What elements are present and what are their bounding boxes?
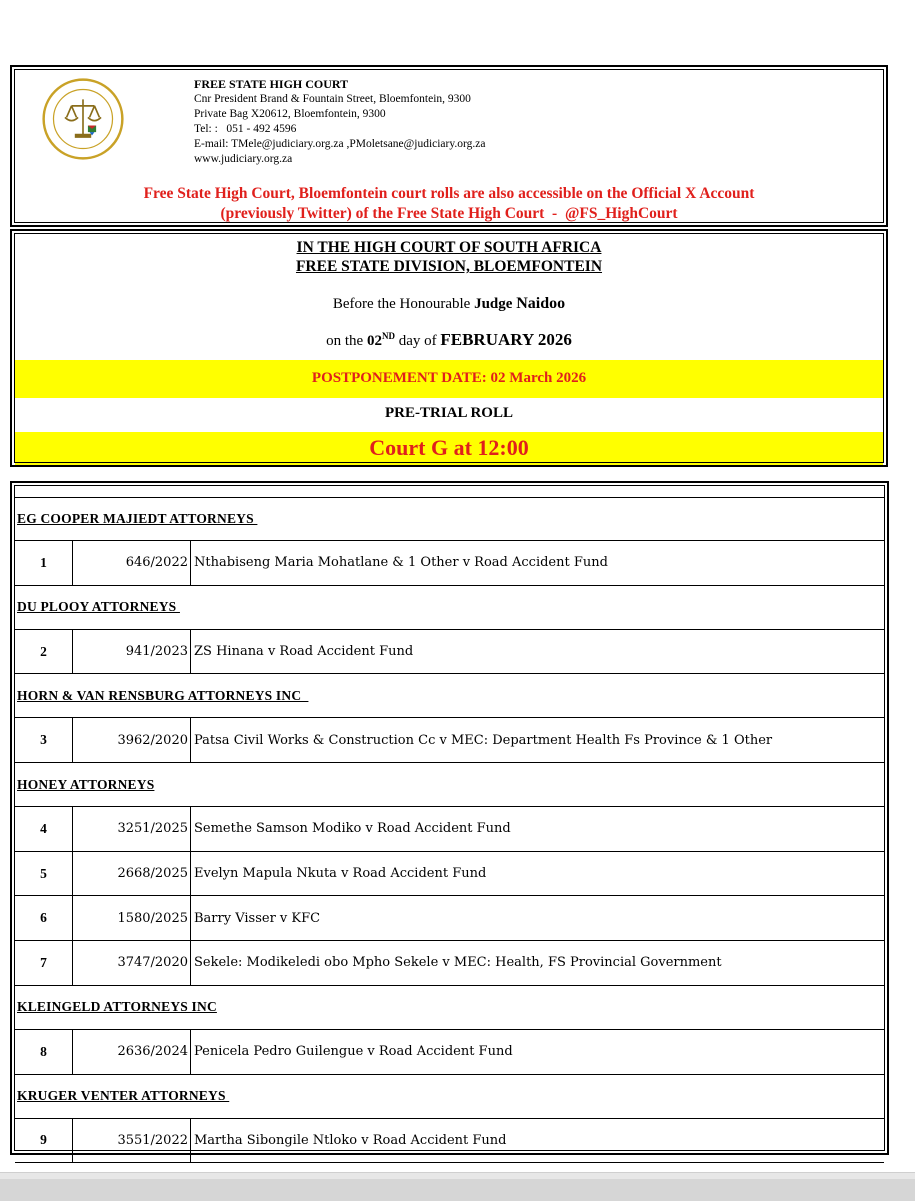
case-row — [15, 541, 884, 586]
email: E-mail: TMele@judiciary.org.za ,PMoletsane@judiciary.org.za — [194, 138, 486, 150]
x-account-notice — [12, 184, 886, 224]
case-parties: Nthabiseng Maria Mohatlane & 1 Other v Road Accident Fund — [194, 555, 608, 571]
case-item-number: 4 — [15, 807, 73, 851]
before-prefix: Before the Honourable — [332, 296, 475, 312]
case-parties: Martha Sibongile Ntloko v Road Accident Fund — [194, 1132, 507, 1148]
case-row — [15, 630, 884, 675]
judge-label: Judge — [474, 296, 517, 312]
day: 02 — [366, 333, 382, 349]
case-row — [15, 718, 884, 763]
court-heading: IN THE HIGH COURT OF SOUTH AFRICA — [296, 239, 602, 256]
case-number: 3747/2020 — [73, 941, 191, 985]
on-the: on the — [326, 333, 367, 349]
attorney-group-row — [15, 497, 884, 541]
court-header — [10, 65, 888, 227]
court-name: FREE STATE HIGH COURT — [194, 77, 349, 91]
address-line-2: Private Bag X20612, Bloemfontein, 9300 — [194, 108, 386, 120]
case-item-number: 7 — [15, 941, 73, 985]
day-suffix: ND — [381, 331, 395, 341]
case-row — [15, 1119, 884, 1164]
case-row — [15, 852, 884, 897]
case-number: 3962/2020 — [73, 718, 191, 762]
attorney-group-row — [15, 674, 884, 718]
case-item-number: 2 — [15, 630, 73, 674]
day-of: day of — [394, 333, 441, 349]
attorney-group-row — [15, 586, 884, 630]
court-roll-table — [10, 481, 889, 1155]
judge-name: Naidoo — [516, 295, 566, 312]
case-number: 2636/2024 — [73, 1030, 191, 1074]
judiciary-seal-icon — [42, 78, 124, 160]
page-bottom-edge — [0, 1172, 915, 1201]
address-line-1: Cnr President Brand & Fountain Street, Bloemfontein, 9300 — [194, 93, 471, 105]
telephone: Tel: : 051 - 492 4596 — [194, 123, 297, 135]
judge-line — [12, 295, 886, 313]
division-heading: FREE STATE DIVISION, BLOEMFONTEIN — [295, 258, 603, 275]
date-line — [12, 330, 886, 350]
notice-line-2: (previously Twitter) of the Free State High Court - @FS_HighCourt — [220, 205, 678, 222]
notice-line-1: Free State High Court, Bloemfontein court rolls are also accessible on the Official X Account — [143, 185, 755, 202]
case-parties: Semethe Samson Modiko v Road Accident Fund — [194, 821, 511, 837]
court-and-time: Court G at 12:00 — [369, 435, 529, 460]
month-year: FEBRUARY 2026 — [440, 330, 572, 349]
attorney-group-row — [15, 1075, 884, 1119]
attorney-name: DU PLOOY ATTORNEYS — [17, 599, 180, 615]
attorney-name: HORN & VAN RENSBURG ATTORNEYS INC — [17, 687, 309, 703]
case-item-number: 9 — [15, 1119, 73, 1163]
case-item-number: 6 — [15, 896, 73, 940]
case-parties: Patsa Civil Works & Construction Cc v MEC: Department Health Fs Province & 1 Other — [194, 732, 773, 748]
case-number: 2668/2025 — [73, 852, 191, 896]
attorney-name: EG COOPER MAJIEDT ATTORNEYS — [17, 511, 258, 526]
postponement-date: POSTPONEMENT DATE: 02 March 2026 — [311, 370, 587, 386]
case-number: 1580/2025 — [73, 896, 191, 940]
case-item-number: 1 — [15, 541, 73, 585]
case-row — [15, 1030, 884, 1075]
attorney-name: KLEINGELD ATTORNEYS INC — [17, 999, 217, 1015]
case-number: 646/2022 — [73, 541, 191, 585]
case-item-number: 3 — [15, 718, 73, 762]
case-parties: Penicela Pedro Guilengue v Road Accident Fund — [194, 1044, 513, 1060]
case-row — [15, 807, 884, 852]
case-item-number: 8 — [15, 1030, 73, 1074]
website: www.judiciary.org.za — [194, 153, 293, 165]
case-parties: Sekele: Modikeledi obo Mpho Sekele v MEC: Health, FS Provincial Government — [194, 955, 722, 971]
case-number: 941/2023 — [73, 630, 191, 674]
roll-rows — [15, 497, 884, 1163]
case-row — [15, 896, 884, 941]
case-item-number: 5 — [15, 852, 73, 896]
attorney-name: KRUGER VENTER ATTORNEYS — [17, 1088, 230, 1103]
case-number: 3251/2025 — [73, 807, 191, 851]
roll-type: PRE-TRIAL ROLL — [385, 405, 513, 421]
case-number: 3551/2022 — [73, 1119, 191, 1163]
case-parties: ZS Hinana v Road Accident Fund — [194, 644, 414, 660]
case-parties: Evelyn Mapula Nkuta v Road Accident Fund — [194, 866, 487, 882]
roll-title-box — [10, 229, 888, 467]
case-row — [15, 941, 884, 986]
attorney-name: HONEY ATTORNEYS — [17, 776, 155, 792]
attorney-group-row — [15, 763, 884, 807]
court-contact-info — [194, 77, 485, 167]
case-parties: Barry Visser v KFC — [194, 910, 321, 926]
attorney-group-row — [15, 986, 884, 1030]
